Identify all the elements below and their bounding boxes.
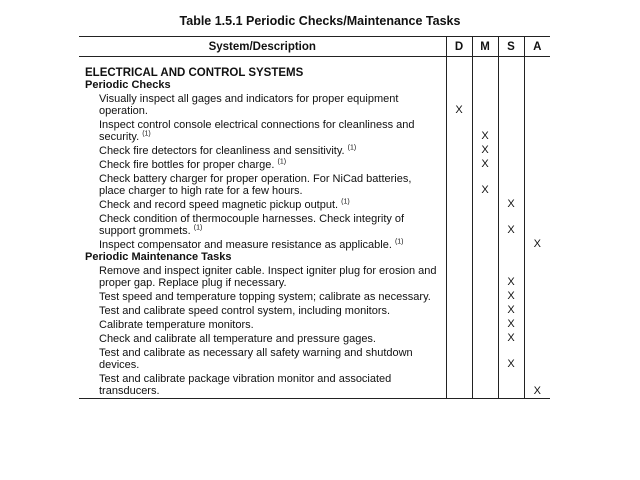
task-text: Test and calibrate package vibration monitor and associated transducers. — [99, 373, 392, 397]
frequency-mark-monthly — [472, 91, 498, 117]
frequency-mark-annual — [524, 303, 550, 317]
frequency-mark-daily — [446, 371, 472, 399]
frequency-mark-annual — [524, 289, 550, 303]
frequency-mark-semiannual — [498, 143, 524, 157]
section-row — [79, 57, 550, 80]
group-row — [79, 251, 550, 263]
table-row — [79, 303, 550, 317]
task-text: Check fire bottles for proper charge. — [99, 159, 275, 171]
frequency-mark-monthly — [472, 263, 498, 289]
frequency-mark-daily — [446, 263, 472, 289]
frequency-mark-monthly: X — [472, 171, 498, 197]
task-description — [79, 237, 446, 251]
column-header-monthly: M — [472, 37, 498, 57]
frequency-mark-monthly: X — [472, 117, 498, 143]
table-row — [79, 117, 550, 143]
table-row — [79, 171, 550, 197]
table-row — [79, 317, 550, 331]
task-text: Test and calibrate as necessary all safety warning and shutdown devices. — [99, 347, 413, 371]
frequency-mark-daily — [446, 157, 472, 171]
frequency-mark-annual — [524, 117, 550, 143]
task-description — [79, 263, 446, 289]
frequency-mark-annual — [524, 263, 550, 289]
frequency-mark-monthly — [472, 331, 498, 345]
frequency-cell-semiannual — [498, 251, 524, 263]
task-text: Remove and inspect igniter cable. Inspect igniter plug for erosion and proper gap. Replace plug if necessary. — [99, 265, 437, 289]
frequency-mark-daily — [446, 331, 472, 345]
frequency-cell-semiannual — [498, 79, 524, 91]
frequency-mark-monthly: X — [472, 157, 498, 171]
frequency-mark-daily — [446, 237, 472, 251]
frequency-mark-monthly — [472, 345, 498, 371]
section-title: ELECTRICAL AND CONTROL SYSTEMS — [85, 67, 304, 79]
task-text: Check and calibrate all temperature and pressure gages. — [99, 333, 376, 345]
frequency-mark-monthly — [472, 237, 498, 251]
table-row — [79, 263, 550, 289]
task-description — [79, 157, 446, 171]
task-text: Calibrate temperature monitors. — [99, 319, 254, 331]
frequency-mark-annual — [524, 143, 550, 157]
frequency-mark-semiannual — [498, 171, 524, 197]
frequency-mark-monthly — [472, 317, 498, 331]
task-description — [79, 171, 446, 197]
frequency-mark-semiannual — [498, 117, 524, 143]
task-description — [79, 345, 446, 371]
frequency-mark-monthly — [472, 289, 498, 303]
frequency-mark-semiannual — [498, 237, 524, 251]
group-title: Periodic Maintenance Tasks — [85, 251, 232, 263]
footnote-marker: (1) — [347, 144, 357, 152]
frequency-mark-semiannual: X — [498, 197, 524, 211]
frequency-mark-daily — [446, 197, 472, 211]
table-row — [79, 237, 550, 251]
footnote-marker: (1) — [341, 198, 350, 206]
frequency-mark-monthly: X — [472, 143, 498, 157]
table-row — [79, 371, 550, 399]
frequency-cell-monthly — [472, 251, 498, 263]
task-description — [79, 317, 446, 331]
task-text: Check and record speed magnetic pickup output. — [99, 199, 339, 211]
frequency-cell-daily — [446, 57, 472, 80]
task-text: Check battery charger for proper operation. For NiCad batteries, place charger to high rate for a few hours. — [99, 173, 412, 197]
frequency-mark-daily — [446, 117, 472, 143]
frequency-cell-daily — [446, 251, 472, 263]
task-text: Test and calibrate speed control system, including monitors. — [99, 305, 391, 317]
frequency-cell-daily — [446, 79, 472, 91]
frequency-mark-daily — [446, 303, 472, 317]
frequency-mark-daily — [446, 171, 472, 197]
table-row — [79, 211, 550, 237]
footnote-marker: (1) — [394, 238, 404, 246]
frequency-mark-annual — [524, 331, 550, 345]
footnote-marker: (1) — [142, 130, 151, 138]
frequency-mark-daily — [446, 345, 472, 371]
frequency-mark-annual — [524, 171, 550, 197]
header-row — [79, 37, 550, 57]
frequency-mark-monthly — [472, 303, 498, 317]
task-description — [79, 91, 446, 117]
task-description — [79, 331, 446, 345]
frequency-mark-semiannual — [498, 157, 524, 171]
table-row — [79, 143, 550, 157]
frequency-mark-daily — [446, 211, 472, 237]
frequency-mark-monthly — [472, 371, 498, 399]
task-text: Visually inspect all gages and indicators for proper equipment operation. — [99, 93, 399, 117]
task-description — [79, 143, 446, 157]
frequency-cell-monthly — [472, 57, 498, 80]
table-row — [79, 91, 550, 117]
frequency-mark-monthly — [472, 197, 498, 211]
frequency-mark-semiannual: X — [498, 345, 524, 371]
footnote-marker: (1) — [193, 224, 203, 232]
task-text: Test speed and temperature topping system; calibrate as necessary. — [99, 291, 431, 303]
frequency-mark-annual — [524, 317, 550, 331]
frequency-mark-semiannual: X — [498, 317, 524, 331]
frequency-cell-annual — [524, 79, 550, 91]
table-row — [79, 331, 550, 345]
frequency-mark-annual — [524, 197, 550, 211]
frequency-mark-semiannual — [498, 371, 524, 399]
task-text: Inspect control console electrical connections for cleanliness and security. — [99, 119, 415, 143]
frequency-mark-annual: X — [524, 371, 550, 399]
column-header-semiannual: S — [498, 37, 524, 57]
group-title: Periodic Checks — [85, 79, 171, 91]
frequency-mark-annual — [524, 157, 550, 171]
table-row — [79, 197, 550, 211]
frequency-mark-annual: X — [524, 237, 550, 251]
task-text: Check condition of thermocouple harnesses. Check integrity of support grommets. — [99, 213, 405, 237]
task-description — [79, 197, 446, 211]
frequency-mark-daily: X — [446, 91, 472, 117]
frequency-mark-semiannual: X — [498, 211, 524, 237]
frequency-mark-semiannual — [498, 91, 524, 117]
frequency-cell-annual — [524, 57, 550, 80]
table-body — [79, 57, 550, 399]
group-row — [79, 79, 550, 91]
frequency-mark-monthly — [472, 211, 498, 237]
footnote-marker: (1) — [277, 158, 287, 166]
task-description — [79, 211, 446, 237]
frequency-mark-semiannual: X — [498, 331, 524, 345]
frequency-mark-semiannual: X — [498, 303, 524, 317]
column-header-description: System/Description — [79, 37, 446, 57]
frequency-mark-annual — [524, 345, 550, 371]
table-caption: Table 1.5.1 Periodic Checks/Maintenance Tasks — [179, 14, 461, 28]
frequency-mark-annual — [524, 211, 550, 237]
table-row — [79, 157, 550, 171]
frequency-mark-daily — [446, 143, 472, 157]
frequency-cell-semiannual — [498, 57, 524, 80]
task-description — [79, 117, 446, 143]
frequency-mark-semiannual: X — [498, 263, 524, 289]
column-header-annual: A — [524, 37, 550, 57]
frequency-mark-daily — [446, 289, 472, 303]
frequency-cell-annual — [524, 251, 550, 263]
task-description — [79, 303, 446, 317]
task-description — [79, 289, 446, 303]
table-row — [79, 289, 550, 303]
table-row — [79, 345, 550, 371]
task-text: Inspect compensator and measure resistance as applicable. — [99, 239, 392, 251]
task-text: Check fire detectors for cleanliness and sensitivity. — [99, 145, 345, 157]
frequency-mark-daily — [446, 317, 472, 331]
maintenance-table — [79, 36, 550, 399]
frequency-mark-semiannual: X — [498, 289, 524, 303]
frequency-mark-annual — [524, 91, 550, 117]
column-header-daily: D — [446, 37, 472, 57]
frequency-cell-monthly — [472, 79, 498, 91]
task-description — [79, 371, 446, 399]
